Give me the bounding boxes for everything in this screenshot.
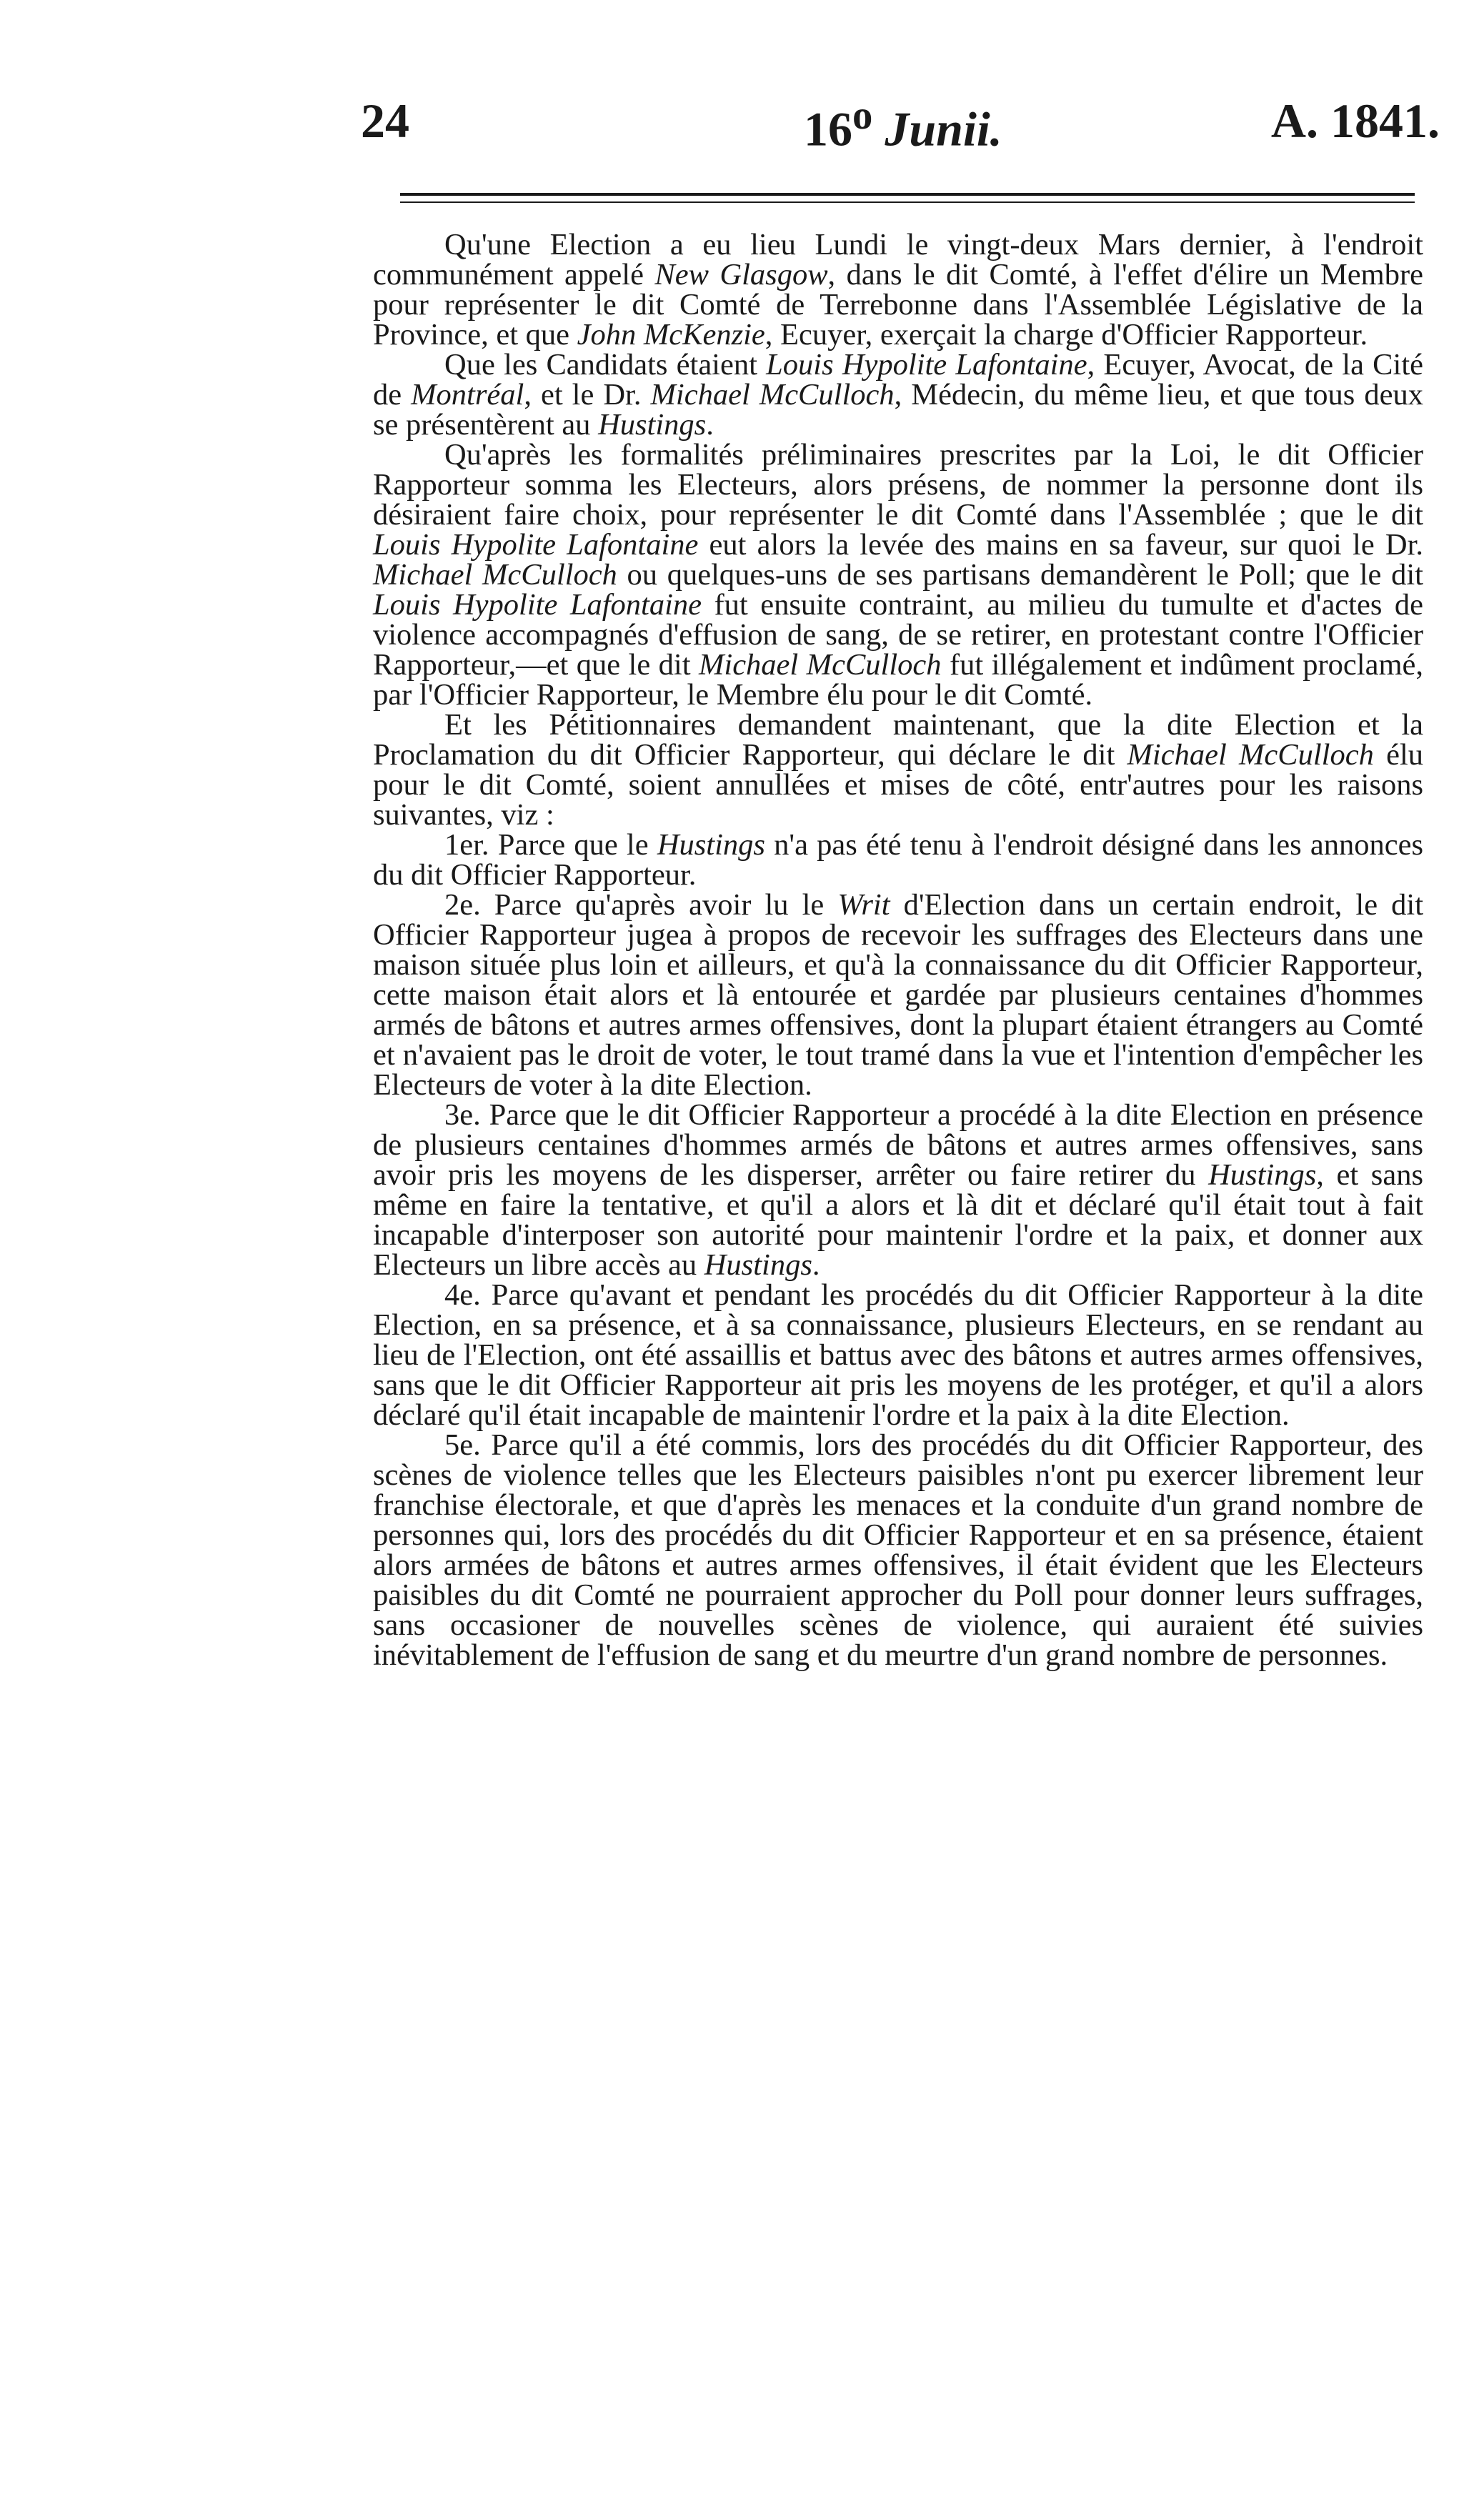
running-header <box>361 93 1440 156</box>
header-rule-thin <box>400 201 1415 203</box>
text-span: 5e. Parce qu'il a été commis, lors des procédés du dit Officier Rapporteur, des scènes de violence telles que les Electeurs paisibles n'ont pu exercer librement leur franchise électorale, et que d'après les menaces et la conduite d'un grand nombre de personnes qui, lors des procédés du dit Officier Rapporteur et en sa présence, étaient alors armées de bâtons et autres armes offensives, il était évident que les Electeurs paisibles du dit Comté ne pourraient approcher du Poll pour donner leurs suffrages, sans occasioner de nouvelles scènes de violence, qui auraient été suivies inévitablement de l'effusion de sang et du meurtre d'un grand nombre de personnes. <box>373 1428 1423 1672</box>
italic-span: Michael McCulloch <box>650 378 895 412</box>
page-number: 24 <box>361 94 409 148</box>
date-superscript: o <box>852 94 873 138</box>
text-span: , et sans même en faire la tentative, et qu'il a alors et là dit et déclaré qu'il était tout à fait incapable d'interposer son autorité pour maintenir l'ordre et la paix, et donner aux Electeurs un libre accès au <box>373 1158 1423 1282</box>
italic-span: Michael McCulloch <box>373 558 617 592</box>
paragraph <box>373 890 1423 1100</box>
italic-span: Michael McCulloch <box>1127 738 1374 772</box>
header-rule <box>400 193 1415 196</box>
text-span: 1er. Parce que le <box>444 828 657 862</box>
italic-span: New Glasgow <box>654 258 828 292</box>
date-day: 16 <box>804 101 852 156</box>
header-year: A. 1841. <box>1270 94 1440 148</box>
text-span: . <box>812 1248 820 1282</box>
text-span: , Ecuyer, Avocat, de la Cité de <box>373 348 1423 412</box>
text-span: , Médecin, du même lieu, et que tous deux se présentèrent au <box>373 378 1423 442</box>
text-span: élu pour le dit Comté, soient annullées et mises de côté, entr'autres pour les raisons suivantes, viz : <box>373 738 1424 832</box>
text-span: 2e. Parce qu'après avoir lu le <box>444 888 838 922</box>
paragraph <box>373 830 1423 890</box>
paragraph <box>373 230 1423 350</box>
italic-span: Hustings <box>598 408 707 442</box>
italic-span: Montréal <box>411 378 524 412</box>
text-span: . <box>706 408 714 442</box>
text-span: n'a pas été tenu à l'endroit désigné dans les annonces du dit Officier Rapporteur. <box>373 828 1423 892</box>
paragraph <box>373 350 1423 440</box>
text-span: , Ecuyer, exerçait la charge d'Officier Rapporteur. <box>765 318 1368 352</box>
header-date <box>804 93 1002 158</box>
text-span: Qu'après les formalités préliminaires prescrites par la Loi, le dit Officier Rapporteur somma les Electeurs, alors présens, de nommer la personne dont ils désiraient faire choix, pour représenter le dit Comté dans l'Assemblée ; que le dit <box>373 438 1423 532</box>
italic-span: John McKenzie <box>577 318 765 352</box>
paragraph <box>373 1430 1423 1670</box>
text-span: 3e. Parce que le dit Officier Rapporteur a procédé à la dite Election en présence de plusieurs centaines d'hommes armés de bâtons et autres armes offensives, sans avoir pris les moyens de les disperser, arrêter ou faire retirer du <box>373 1098 1423 1192</box>
text-span: 4e. Parce qu'avant et pendant les procédés du dit Officier Rapporteur à la dite Election, en sa présence, et à sa connaissance, plusieurs Electeurs, en se rendant au lieu de l'Election, ont été assaillis et battus avec des bâtons et autres armes offensives, sans que le dit Officier Rapporteur ait pris les moyens de les protéger, et qu'il a alors déclaré qu'il était incapable de maintenir l'ordre et la paix à la dite Election. <box>373 1278 1423 1432</box>
italic-span: Hustings <box>657 828 765 862</box>
text-span: ou quelques-uns de ses partisans demandèrent le Poll; que le dit <box>617 558 1423 592</box>
paragraph <box>373 1280 1423 1430</box>
body-text <box>373 230 1423 1670</box>
text-span: Qu'une Election a eu lieu Lundi le vingt-deux Mars dernier, à l'endroit communément appelé <box>373 228 1423 292</box>
italic-span: Louis Hypolite Lafontaine <box>373 588 702 622</box>
text-span: Et les Pétitionnaires demandent maintenant, que la dite Election et la Proclamation du dit Officier Rapporteur, qui déclare le dit <box>373 708 1423 772</box>
text-span: , et le Dr. <box>524 378 651 412</box>
italic-span: Louis Hypolite Lafontaine <box>373 528 699 562</box>
italic-span: Michael McCulloch <box>698 648 942 682</box>
italic-span: Louis Hypolite Lafontaine <box>766 348 1087 382</box>
paragraph <box>373 710 1423 830</box>
paragraph <box>373 440 1423 710</box>
italic-span: Hustings <box>704 1248 812 1282</box>
text-span: fut ensuite contraint, au milieu du tumulte et d'actes de violence accompagnés d'effusion de sang, de se retirer, en protestant contre l'Officier Rapporteur,—et que le dit <box>373 588 1423 682</box>
text-span: fut illégalement et indûment proclamé, par l'Officier Rapporteur, le Membre élu pour le dit Comté. <box>373 648 1423 712</box>
italic-span: Writ <box>837 888 890 922</box>
text-span: Que les Candidats étaient <box>444 348 767 382</box>
text-span: , dans le dit Comté, à l'effet d'élire un Membre pour représenter le dit Comté de Terrebonne dans l'Assemblée Législative de la Province, et que <box>373 258 1423 352</box>
italic-span: Hustings <box>1208 1158 1317 1192</box>
paragraph <box>373 1100 1423 1280</box>
text-span: eut alors la levée des mains en sa faveur, sur quoi le Dr. <box>698 528 1424 562</box>
text-span: d'Election dans un certain endroit, le dit Officier Rapporteur jugea à propos de recevoir les suffrages des Electeurs dans une maison située plus loin et ailleurs, et qu'à la connaissance du dit Officier Rapporteur, cette maison était alors et là entourée et gardée par plusieurs centaines d'hommes armés de bâtons et autres armes offensives, dont la plupart étaient étrangers au Comté et n'avaient pas le droit de voter, le tout tramé dans la vue et l'intention d'empêcher les Electeurs de voter à la dite Election. <box>373 888 1424 1102</box>
date-month: Junii. <box>885 101 1002 156</box>
